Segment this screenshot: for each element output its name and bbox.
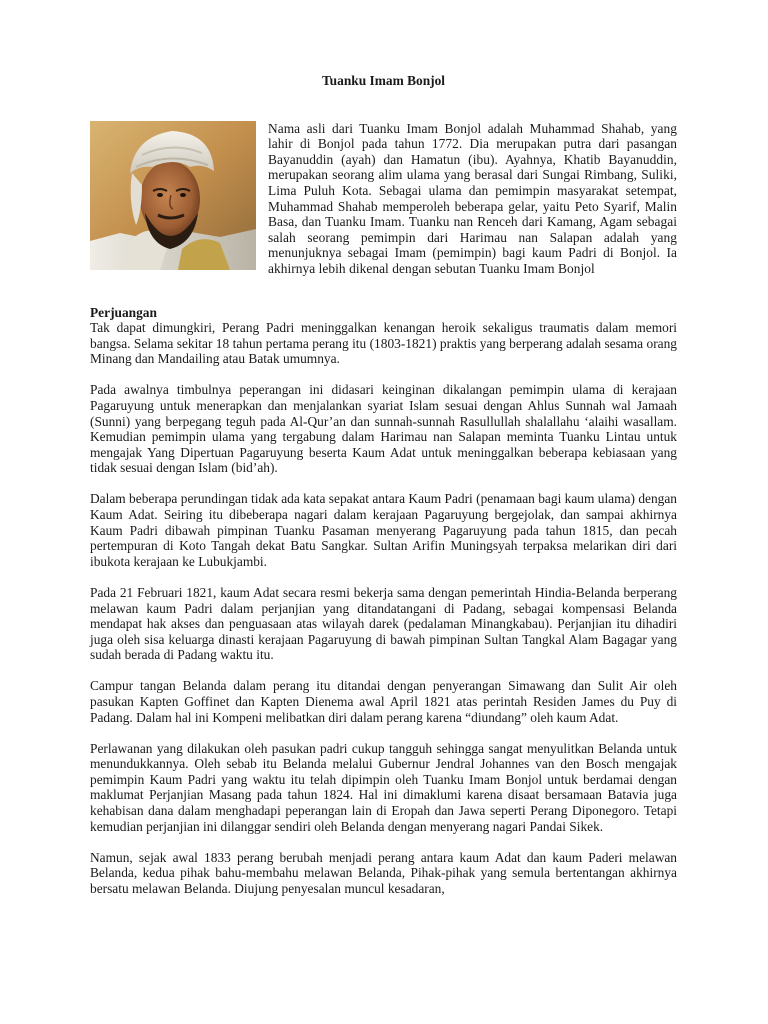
portrait-image [90, 121, 256, 270]
document-title: Tuanku Imam Bonjol [321, 73, 446, 88]
section-heading: Perjuangan [90, 304, 157, 320]
body-paragraph: Perlawanan yang dilakukan oleh pasukan padri cukup tangguh sehingga sangat menyulitkan Belanda untuk menundukkannya. Oleh sebab itu Belanda melalui Gubernur Jendral Johannes van den Bosch mengajak pemimpin Kaum Padri yang waktu itu telah dipimpin oleh Tuanku Imam Bonjol untuk berdamai dengan maklumat Perjanjian Masang pada tahun 1824. Hal ini dimaklumi karena disaat bersamaan Batavia juga kehabisan dana dalam menghadapi peperangan lain di Eropah dan Jawa seperti Perang Diponegoro. Tetapi kemudian perjanjian ini dilanggar sendiri oleh Belanda dengan menyerang nagari Pandai Sikek. [90, 740, 677, 834]
body-paragraph: Pada awalnya timbulnya peperangan ini didasari keinginan dikalangan pemimpin ulama di kerajaan Pagaruyung untuk menerapkan dan menjalankan syariat Islam sesuai dengan Ahlus Sunnah wal Jamaah (Sunni) yang berpegang teguh pada Al-Qur’an dan sunnah-sunnah Rasullullah shalallahu ‘alaihi wasallam. Kemudian pemimpin ulama yang tergabung dalam Harimau nan Salapan meminta Tuanku Lintau untuk mengajak Yang Dipertuan Pagaruyung beserta Kaum Adat untuk meninggalkan beberapa kebiasaan yang tidak sesuai dengan Islam (bid’ah). [90, 382, 677, 476]
document-page [90, 60, 677, 912]
intro-paragraph: Nama asli dari Tuanku Imam Bonjol adalah Muhammad Shahab, yang lahir di Bonjol pada tahun 1772. Dia merupakan putra dari pasangan Bayanuddin (ayah) dan Hamatun (ibu). Ayahnya, Khatib Bayanuddin, merupakan seorang alim ulama yang berasal dari Sungai Rimbang, Suliki, Lima Puluh Kota. Sebagai ulama dan pemimpin masyarakat setempat, Muhammad Shahab memperoleh beberapa gelar, yaitu Peto Syarif, Malin Basa, dan Tuanku Imam. Tuanku nan Renceh dari Kamang, Agam sebagai salah seorang pemimpin dari Harimau nan Salapan adalah yang menunjuknya sebagai Imam (pemimpin) bagi kaum Padri di Bonjol. Ia akhirnya lebih dikenal dengan sebutan Tuanku Imam Bonjol [268, 120, 677, 276]
body-paragraph: Pada 21 Februari 1821, kaum Adat secara resmi bekerja sama dengan pemerintah Hindia-Belanda berperang melawan kaum Padri dalam perjanjian yang ditandatangani di Padang, sebagai kompensasi Belanda mendapat hak akses dan penguasaan atas wilayah darek (pedalaman Minangkabau). Perjanjian itu dihadiri juga oleh sisa keluarga dinasti kerajaan Pagaruyung di bawah pimpinan Sultan Tangkal Alam Bagagar yang sudah berada di Padang waktu itu. [90, 584, 677, 663]
body-paragraph: Dalam beberapa perundingan tidak ada kata sepakat antara Kaum Padri (penamaan bagi kaum ulama) dengan Kaum Adat. Seiring itu dibeberapa nagari dalam kerajaan Pagaruyung bergejolak, dan sampai akhirnya Kaum Padri dibawah pimpinan Tuanku Pasaman menyerang Pagaruyung pada tahun 1815, dan pecah pertempuran di Koto Tangah dekat Batu Sangkar. Sultan Arifin Muningsyah terpaksa melarikan diri dari ibukota kerajaan ke Lubukjambi. [90, 491, 677, 569]
body-paragraph: Campur tangan Belanda dalam perang itu ditandai dengan penyerangan Simawang dan Sulit Air oleh pasukan Kapten Goffinet dan Kapten Dienema awal April 1821 atas perintah Residen James du Puy di Padang. Dalam hal ini Kompeni melibatkan diri dalam perang karena “diundang” oleh kaum Adat. [90, 678, 677, 725]
body-paragraph: Tak dapat dimungkiri, Perang Padri meninggalkan kenangan heroik sekaligus traumatis dalam memori bangsa. Selama sekitar 18 tahun pertama perang itu (1803-1821) praktis yang berperang adalah sesama orang Minang dan Mandailing atau Batak umumnya. [90, 320, 677, 367]
body-paragraph: Namun, sejak awal 1833 perang berubah menjadi perang antara kaum Adat dan kaum Paderi melawan Belanda, kedua pihak bahu-membahu melawan Belanda, Pihak-pihak yang semula bertentangan akhirnya bersatu melawan Belanda. Diujung penyesalan muncul kesadaran, [90, 849, 677, 896]
